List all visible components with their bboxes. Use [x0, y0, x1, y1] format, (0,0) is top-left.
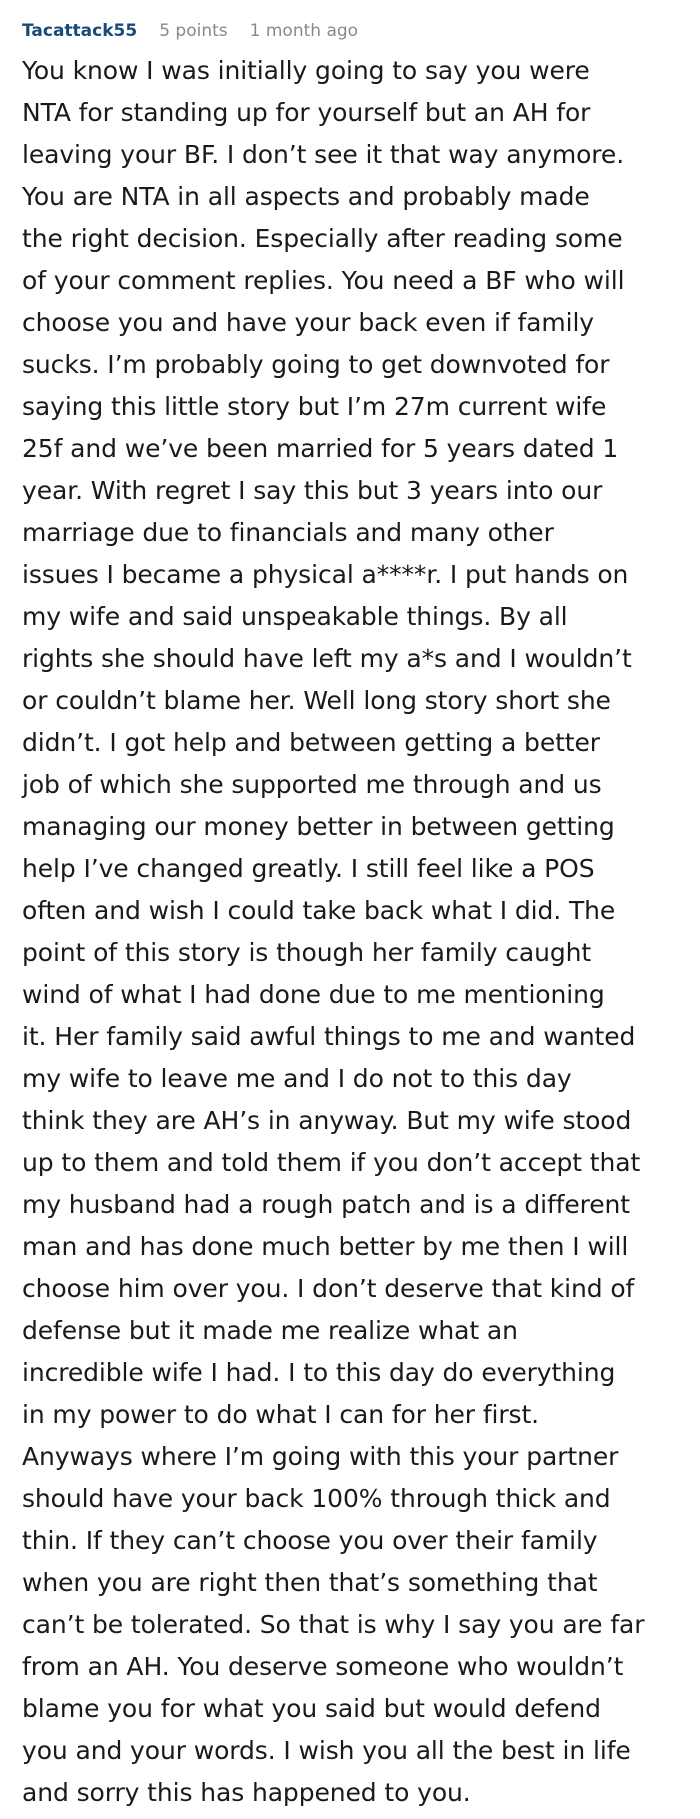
- comment-text-line: think they are AH’s in anyway. But my wife stood: [22, 1106, 632, 1135]
- comment-text-line: 25f and we’ve been married for 5 years dated 1: [22, 434, 619, 463]
- comment-text-line: point of this story is though her family caught: [22, 938, 592, 967]
- comment-text-line: year. With regret I say this but 3 years into our: [22, 476, 603, 505]
- comment-text-line: man and has done much better by me then I will: [22, 1232, 629, 1261]
- comment-text-line: managing our money better in between getting: [22, 812, 615, 841]
- comment-text-line: rights she should have left my a*s and I wouldn’t: [22, 644, 632, 673]
- comment-text-line: in my power to do what I can for her first.: [22, 1400, 540, 1429]
- comment-text-line: it. Her family said awful things to me and wanted: [22, 1022, 636, 1051]
- comment-points: 5 points: [159, 21, 228, 41]
- comment-text-line: often and wish I could take back what I did. The: [22, 896, 616, 925]
- comment-text-line: didn’t. I got help and between getting a better: [22, 728, 600, 757]
- comment-text-line: of your comment replies. You need a BF who will: [22, 266, 625, 295]
- comment-timestamp: 1 month ago: [249, 21, 359, 41]
- comment-text-line: You are NTA in all aspects and probably made: [22, 182, 590, 211]
- comment-text-line: issues I became a physical a****r. I put hands on: [22, 560, 629, 589]
- comment-text-line: saying this little story but I’m 27m current wife: [22, 392, 607, 421]
- comment-text-line: NTA for standing up for yourself but an AH for: [22, 98, 591, 127]
- comment-text-line: defense but it made me realize what an: [22, 1316, 518, 1345]
- comment-text-line: and sorry this has happened to you.: [22, 1778, 471, 1807]
- comment-text-line: my husband had a rough patch and is a different: [22, 1190, 630, 1219]
- comment-author[interactable]: Tacattack55: [22, 21, 138, 41]
- comment-text-line: leaving your BF. I don’t see it that way anymore.: [22, 140, 625, 169]
- comment-text-line: my wife and said unspeakable things. By all: [22, 602, 568, 631]
- comment-text-line: should have your back 100% through thick and: [22, 1484, 611, 1513]
- comment-text-line: incredible wife I had. I to this day do everything: [22, 1358, 616, 1387]
- comment-text-line: sucks. I’m probably going to get downvoted for: [22, 350, 610, 379]
- comment-header: [22, 14, 690, 48]
- comment-text-line: or couldn’t blame her. Well long story short she: [22, 686, 611, 715]
- comment-body: [22, 50, 690, 1814]
- comment-text-line: my wife to leave me and I do not to this day: [22, 1064, 572, 1093]
- comment-text-line: when you are right then that’s something that: [22, 1568, 598, 1597]
- comment-text-line: You know I was initially going to say you were: [22, 56, 590, 85]
- comment-text-line: marriage due to financials and many other: [22, 518, 554, 547]
- comment-text-line: from an AH. You deserve someone who wouldn’t: [22, 1652, 624, 1681]
- comment-text-line: thin. If they can’t choose you over their family: [22, 1526, 598, 1555]
- comment-text-line: can’t be tolerated. So that is why I say you are far: [22, 1610, 645, 1639]
- comment-text-line: choose you and have your back even if family: [22, 308, 595, 337]
- comment-text-line: Anyways where I’m going with this your partner: [22, 1442, 619, 1471]
- comment: [22, 14, 690, 1814]
- comment-text-line: job of which she supported me through and us: [22, 770, 602, 799]
- comment-text-line: you and your words. I wish you all the best in life: [22, 1736, 631, 1765]
- comment-text-line: choose him over you. I don’t deserve that kind of: [22, 1274, 635, 1303]
- comment-text-line: blame you for what you said but would defend: [22, 1694, 601, 1723]
- comment-text-line: the right decision. Especially after reading some: [22, 224, 623, 253]
- comment-text-line: up to them and told them if you don’t accept that: [22, 1148, 641, 1177]
- comment-text-line: help I’ve changed greatly. I still feel like a POS: [22, 854, 595, 883]
- comment-text-line: wind of what I had done due to me mentioning: [22, 980, 605, 1009]
